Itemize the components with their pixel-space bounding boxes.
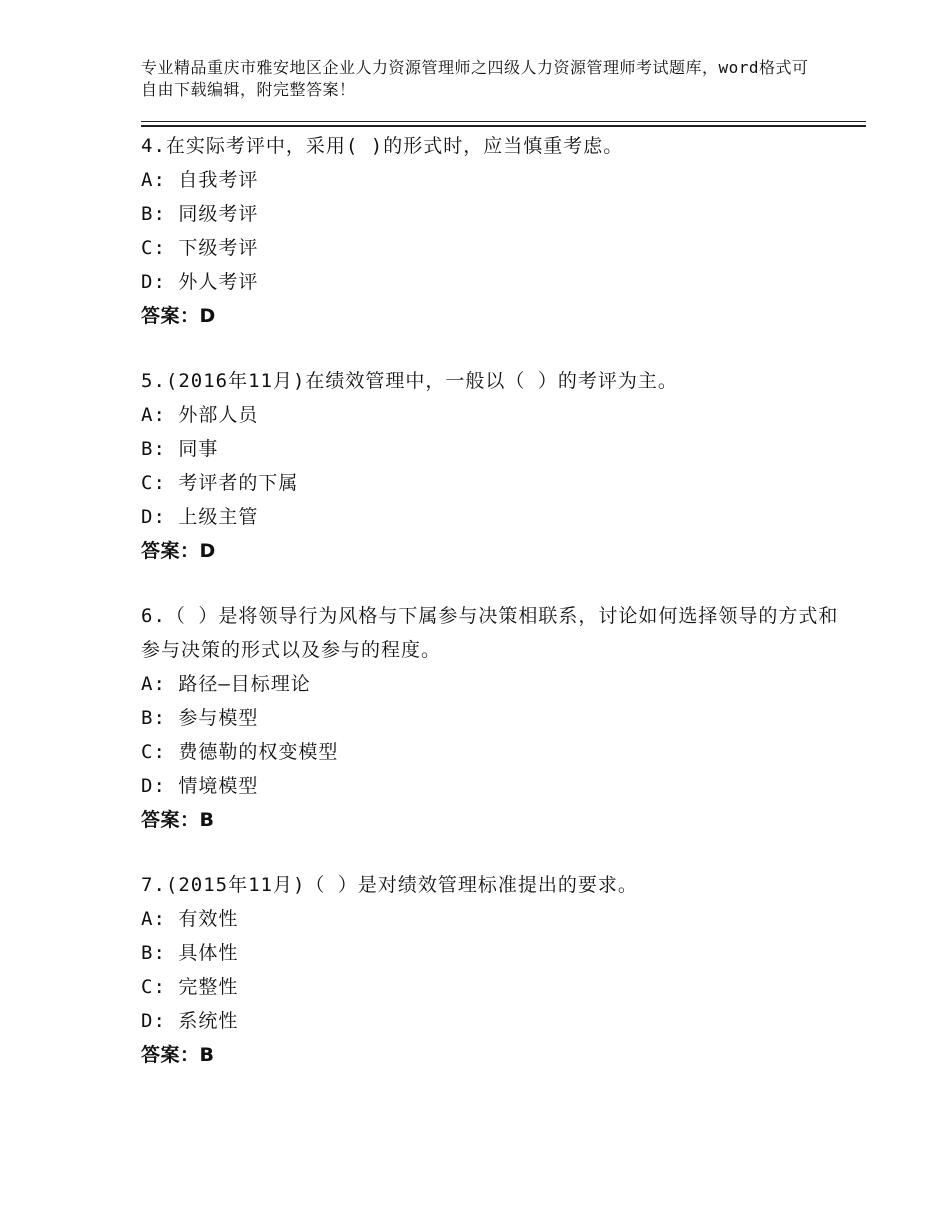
option-b: B: 同事 bbox=[141, 438, 219, 460]
option-b: B: 参与模型 bbox=[141, 707, 259, 729]
document-header: 专业精品重庆市雅安地区企业人力资源管理师之四级人力资源管理师考试题库，word格式可自由下载编辑，附完整答案！ bbox=[141, 58, 809, 99]
question-5 bbox=[141, 364, 841, 568]
option-b: B: 具体性 bbox=[141, 942, 239, 964]
option-a: A: 外部人员 bbox=[141, 404, 259, 426]
question-stem: 7.(2015年11月)（ ）是对绩效管理标准提出的要求。 bbox=[141, 874, 638, 896]
option-c: C: 完整性 bbox=[141, 976, 239, 998]
option-d: D: 外人考评 bbox=[141, 271, 259, 293]
option-c: C: 考评者的下属 bbox=[141, 472, 299, 494]
option-a: A: 自我考评 bbox=[141, 169, 259, 191]
question-6 bbox=[141, 599, 841, 837]
option-d: D: 系统性 bbox=[141, 1010, 239, 1032]
header-divider-thick bbox=[141, 125, 866, 127]
answer: 答案：D bbox=[141, 540, 216, 562]
option-d: D: 上级主管 bbox=[141, 506, 259, 528]
question-list bbox=[141, 129, 841, 1103]
answer: 答案：B bbox=[141, 1044, 215, 1066]
question-stem: 6.（ ）是将领导行为风格与下属参与决策相联系，讨论如何选择领导的方式和参与决策的形式以及参与的程度。 bbox=[141, 605, 839, 661]
question-stem: 5.(2016年11月)在绩效管理中，一般以（ ）的考评为主。 bbox=[141, 370, 678, 392]
question-4 bbox=[141, 129, 841, 333]
option-c: C: 下级考评 bbox=[141, 237, 259, 259]
option-b: B: 同级考评 bbox=[141, 203, 259, 225]
option-a: A: 有效性 bbox=[141, 908, 239, 930]
question-7 bbox=[141, 868, 841, 1072]
question-stem: 4.在实际考评中，采用( )的形式时，应当慎重考虑。 bbox=[141, 135, 624, 157]
answer: 答案：B bbox=[141, 809, 215, 831]
header-divider-thin bbox=[141, 121, 866, 122]
option-a: A: 路径—目标理论 bbox=[141, 673, 311, 695]
answer: 答案：D bbox=[141, 305, 216, 327]
option-d: D: 情境模型 bbox=[141, 775, 259, 797]
option-c: C: 费德勒的权变模型 bbox=[141, 741, 339, 763]
